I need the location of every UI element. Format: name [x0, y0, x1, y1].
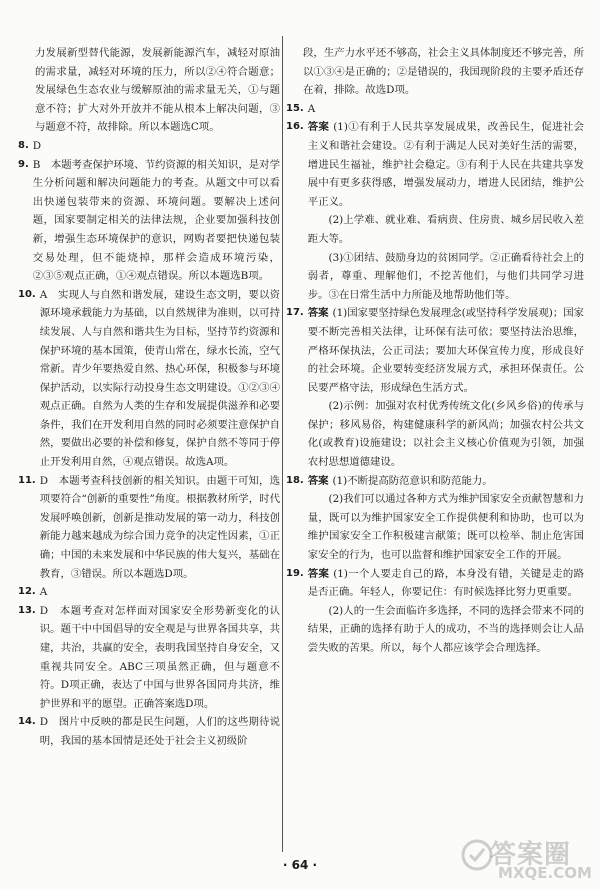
- item-body: [308, 118, 584, 304]
- answer-label: 答案: [307, 307, 329, 320]
- item-number: 10.: [18, 288, 36, 300]
- item-paragraph: (1)一个人要走自己的路，本身没有错，关键是走的路是否正确。年轻人，你要记住：有时候选择比努力更重要。: [307, 567, 585, 599]
- item-paragraph: (2)人的一生会面临许多选择，不同的选择会带来不同的结果，正确的选择有助于人的成功，不当的选择则会让人品尝失败的苦果。所以，每个人都应该学会合理选择。: [307, 604, 584, 654]
- answer-item-16: [286, 118, 584, 304]
- item-paragraph: (2)上学难、就业难、看病贵、住房贵、城乡居民收入差距大等。: [307, 214, 584, 245]
- answer-item-11: [18, 472, 280, 584]
- answer-item-8: [18, 137, 280, 156]
- item-paragraph: (1)①有利于人民共享发展成果，改善民生，促进社会主义和谐社会建设。②有利于满足人民对美好生活的需要，增进民生福祉，维护社会稳定。③有利于人民在共建共享发展中有更多获得感，增强发展动力，增进人民团结，维护公平正义。: [307, 121, 585, 208]
- item-text: A: [39, 586, 48, 599]
- item-body: [308, 565, 584, 658]
- item-paragraph: (2)我们可以通过各种方式为维护国家安全贡献智慧和力量，既可以为维护国家安全工作提供便利和协助，也可以为维护国家安全工作积极建言献策；既可以检举、制止危害国家安全的行为，也可以监督和维护国家安全工作的开展。: [307, 493, 584, 562]
- item-number: 19.: [286, 567, 304, 579]
- item-text: D 图片中反映的都是民生问题，人们的这些期待说明，我国的基本国情是还处于社会主义初级阶: [39, 716, 280, 747]
- left-intro-paragraph: 力发展新型替代能源，发展新能源汽车，减轻对原油的需求量，减轻对环境的压力，所以②④符合题意；发展绿色生态农业与缓解原油的需求量无关，①与题意不符；扩大对外开放并不能从根本上解决问题，③与题意不符，故排除。所以本题选C项。: [35, 47, 280, 134]
- left-column: [18, 44, 280, 751]
- item-text: D 本题考查科技创新的相关知识。由题干可知，选项要符合“创新的重要性”角度。根据教材所学，时代发展呼唤创新，创新是推动发展的第一动力，科技创新能力越来越成为综合国力竞争的决定性因素，①正确；中国的未来发展和中华民族的伟大复兴，基础在教育，③错误。所以本题选D项。: [39, 474, 280, 580]
- item-number: 17.: [286, 307, 304, 319]
- answer-label: 答案: [307, 567, 330, 580]
- item-paragraph: (3)①团结、鼓励身边的贫困同学。②正确看待社会上的弱者，尊重、理解他们，不挖苦他们，与他们共同学习进步。③在日常生活中力所能及地帮助他们等。: [307, 251, 584, 301]
- answer-label: 答案: [307, 474, 329, 487]
- column-divider: [282, 36, 283, 852]
- item-body: [308, 304, 584, 471]
- answer-item-12: [18, 583, 280, 602]
- answer-item-9: [18, 156, 280, 286]
- watermark-logo-icon: [460, 838, 494, 872]
- item-number: 8.: [18, 139, 29, 151]
- answer-item-13: [18, 602, 280, 714]
- right-intro-paragraph: 段，生产力水平还不够高，社会主义具体制度还不够完善，所以①③④是正确的；②是错误的，我国现阶段的主要矛盾还存在着，排除。故选D项。: [303, 47, 584, 97]
- item-text: D 本题考查对怎样面对国家安全形势新变化的认识。题干中中国倡导的安全观是与世界各国共享，共建，共治，共赢的安全，表明我国坚持自身安全，又重视共同安全。ABC三项虽然正确，但与题意不符。D项正确，表达了中国与世界各国同舟共济，维护世界和平的愿望。正确答案选D项。: [39, 604, 280, 710]
- item-number: 18.: [286, 474, 304, 486]
- answer-item-14: [18, 713, 280, 750]
- item-paragraph: (1)不断提高防范意识和防范能力。: [332, 474, 493, 487]
- answer-item-19: [286, 565, 584, 658]
- item-text: A: [307, 102, 316, 115]
- answer-item-10: [18, 286, 280, 472]
- item-paragraph: (2)示例：加强对农村优秀传统文化(乡风乡俗)的传承与保护；移风易俗，构建健康科学的新风尚；加强农村公共文化(或教育)设施建设；以社会主义核心价值观为引领，加强农村思想道德建设。: [307, 400, 584, 469]
- answer-item-15: [286, 100, 584, 119]
- right-column: [286, 44, 584, 658]
- item-number: 16.: [286, 121, 304, 133]
- answer-item-18: [286, 472, 584, 565]
- watermark-text: 答案圈: [490, 840, 572, 870]
- item-number: 14.: [18, 716, 36, 728]
- page-number: · 64 ·: [282, 858, 318, 872]
- item-text: A 实现人与自然和谐发展，建设生态文明，要以资源环境承载能力为基础，以自然规律为准则，以可持续发展、人与自然和谐共生为目标，坚持节约资源和保护环境的基本国策，使青山常在，绿水长流，空气常新。青少年要热爱自然、热心环保，积极参与环境保护活动，以实际行动投身生态文明建设。①②③④观点正确。自然为人类的生存和发展提供滋养和必要条件，我们在开发利用自然的同时必须要注意保护自然，要做出必要的补偿和修复，保护自然不等同于停止开发利用自然，④观点错误。故选A项。: [39, 288, 280, 469]
- item-number: 15.: [286, 102, 304, 114]
- item-number: 9.: [18, 158, 29, 170]
- item-text: D: [32, 139, 42, 152]
- item-number: 12.: [18, 586, 36, 598]
- answer-label: 答案: [307, 121, 330, 134]
- answer-item-17: [286, 304, 584, 471]
- item-number: 13.: [18, 604, 36, 616]
- item-text: B 本题考查保护环境、节约资源的相关知识，是对学生分析问题和解决问题能力的考查。从题文中可以看出快递包装带来的资源、环境问题。要解决上述问题，国家要制定相关的法律法规，企业要加强科技创新，增强生态环境保护的意识，网购者要把快递包装交易处理，但不能烧掉，那样会造成环境污染，②③⑤观点正确，①④观点错误。所以本题选B项。: [32, 158, 280, 283]
- item-body: [308, 472, 584, 565]
- watermark: [460, 832, 590, 884]
- watermark-url: MXQE.COM: [498, 864, 592, 882]
- item-number: 11.: [18, 474, 36, 486]
- item-paragraph: (1)国家要坚持绿色发展理念(或坚持科学发展观)；国家要不断完善相关法律，让环保有法可依；要坚持法治思维，严格环保执法，公正司法；要加大环保宣传力度，形成良好的社会环境。企业要转变经济发展方式，承担环保责任。公民要严格守法，形成绿色生活方式。: [307, 307, 585, 394]
